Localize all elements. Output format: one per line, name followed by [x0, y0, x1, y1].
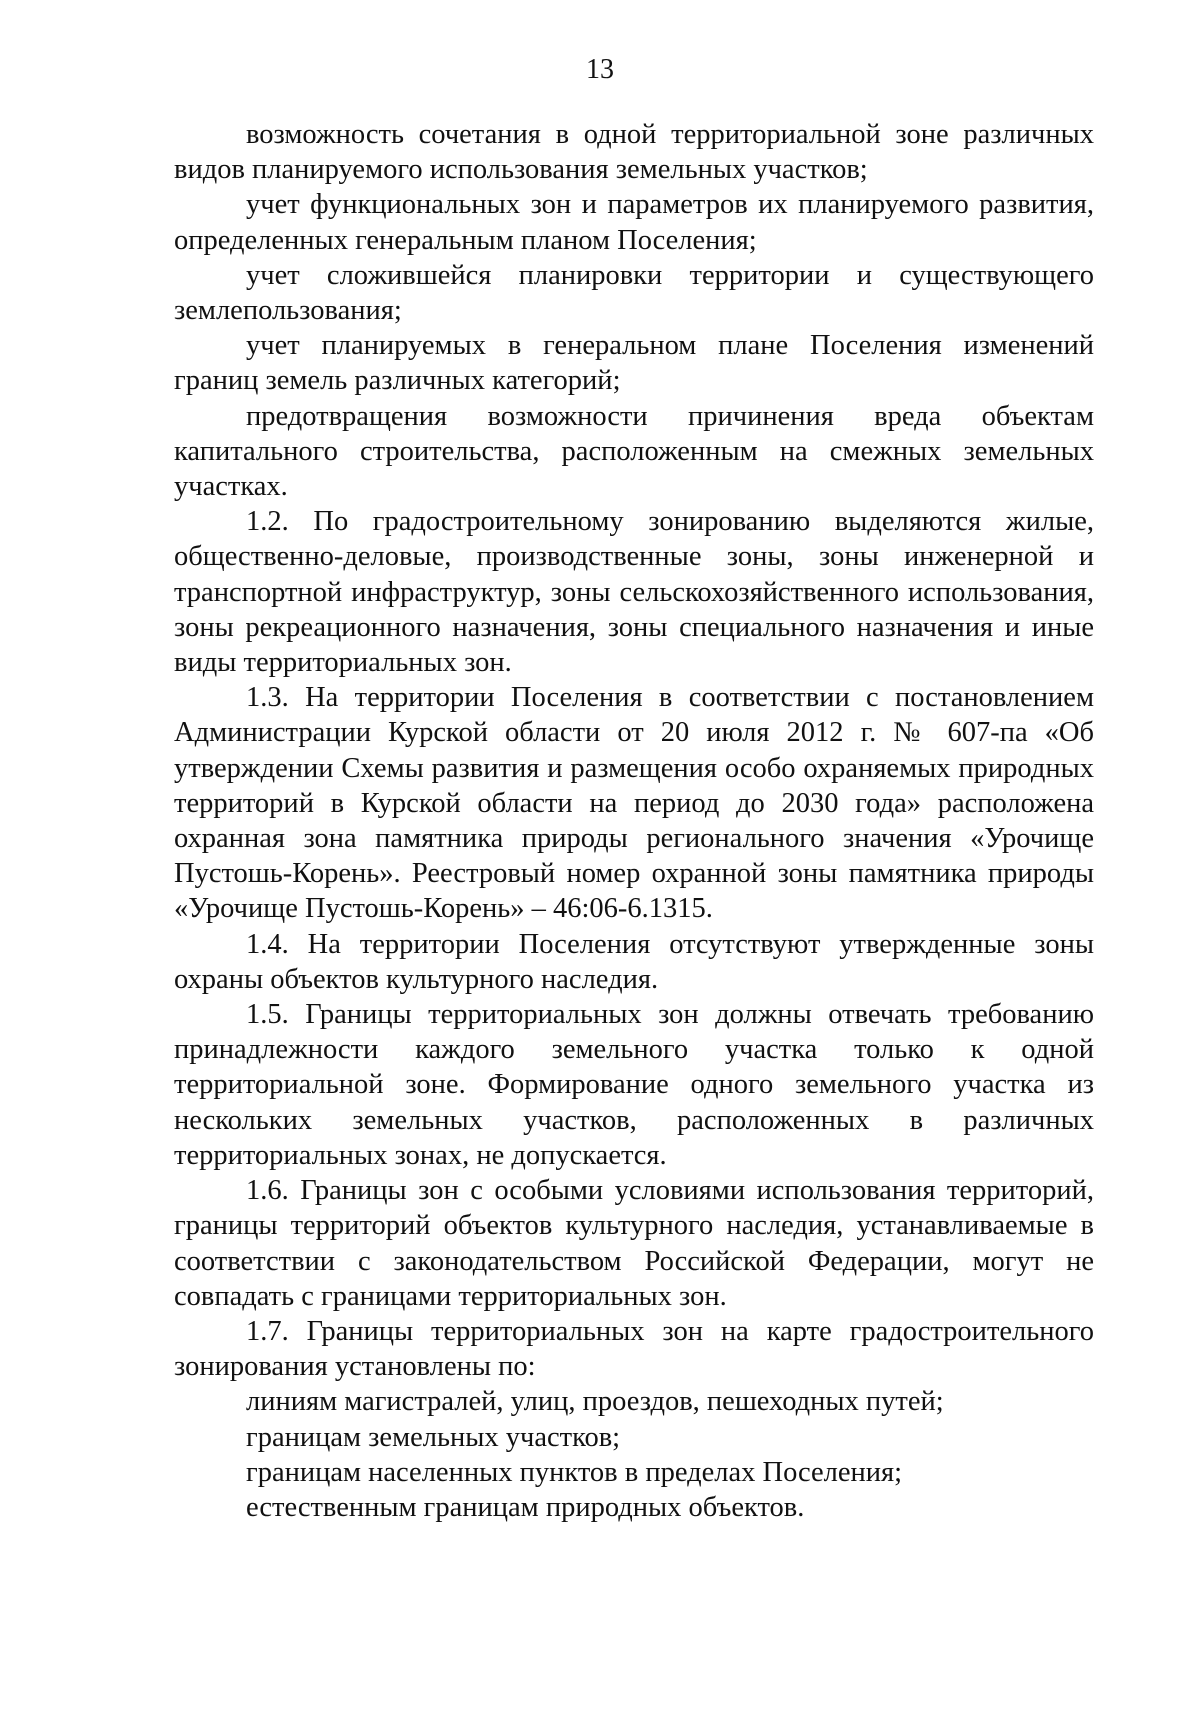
paragraph-harm-prevention: предотвращения возможности причинения вреда объектам капитального строительства, расположенным на смежных земельных участках. [174, 400, 1094, 503]
paragraph-existing-layout: учет сложившейся планировки территории и существующего землепользования; [174, 259, 1094, 327]
list-item-settlements: границам населенных пунктов в пределах Поселения; [246, 1456, 903, 1488]
paragraph-functional-zones: учет функциональных зон и параметров их планируемого развития, определенных генеральным планом Поселения; [174, 189, 1094, 256]
paragraph-zone-combination: возможность сочетания в одной территориальной зоне различных видов планируемого использования земельных участков; [174, 119, 1094, 186]
list-item-roads: линиям магистралей, улиц, проездов, пешеходных путей; [246, 1386, 944, 1418]
list-item-natural-objects: естественным границам природных объектов. [246, 1491, 805, 1523]
paragraph-1-2: 1.2. По градостроительному зонированию выделяются жилые, общественно-деловые, производственные зоны, зоны инженерной и транспортной инфраструктур, зоны сельскохозяйственного использования, зоны рекреационного назначения, зоны специального назначения и иные виды территориальных зон. [174, 506, 1094, 679]
paragraph-1-5: 1.5. Границы территориальных зон должны отвечать требованию принадлежности каждого земельного участка только к одной территориальной зоне. Формирование одного земельного участка из нескольких земельных участков, расположенных в различных территориальных зонах, не допускается. [174, 999, 1094, 1171]
paragraph-1-3: 1.3. На территории Поселения в соответствии с постановлением Администрации Курской области от 20 июля 2012 г. № 607-па «Об утверждении Схемы развития и размещения особо охраняемых природных территорий в Курской области на период до 2030 года» расположена охранная зона памятника природы регионального значения «Урочище Пустошь-Корень». Реестровый номер охранной зоны памятника природы «Урочище Пустошь-Корень» – 46:06-6.1315. [174, 682, 1094, 925]
list-item-land-plots: границам земельных участков; [246, 1421, 621, 1453]
paragraph-land-categories: учет планируемых в генеральном плане Поселения изменений границ земель различных категорий; [174, 330, 1094, 397]
paragraph-1-6: 1.6. Границы зон с особыми условиями использования территорий, границы территорий объектов культурного наследия, устанавливаемые в соответствии с законодательством Российской Федерации, могут не совпадать с границами территориальных зон. [174, 1175, 1094, 1312]
paragraph-1-7: 1.7. Границы территориальных зон на карте градостроительного зонирования установлены по: [174, 1315, 1094, 1383]
paragraph-1-4: 1.4. На территории Поселения отсутствуют утвержденные зоны охраны объектов культурного наследия. [174, 928, 1094, 995]
document-body [174, 117, 1094, 1525]
page-number: 13 [586, 54, 614, 85]
